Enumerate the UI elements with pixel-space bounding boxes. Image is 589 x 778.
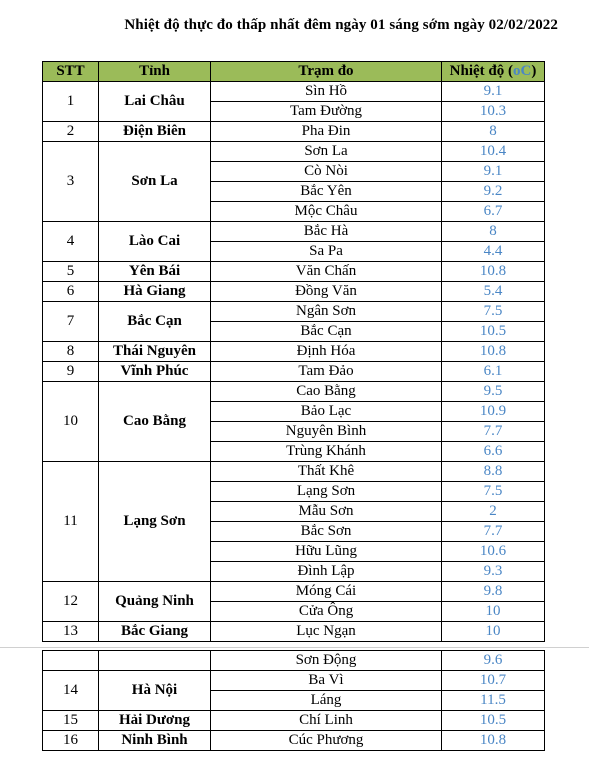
- temperature-cell: 9.1: [442, 162, 545, 182]
- temperature-table: [42, 61, 545, 642]
- station-cell: Sơn La: [211, 142, 442, 162]
- station-cell: Mẫu Sơn: [211, 502, 442, 522]
- table-row: [43, 731, 545, 751]
- province-cell: Lai Châu: [99, 82, 211, 122]
- station-cell: Đình Lập: [211, 562, 442, 582]
- temperature-cell: 10.4: [442, 142, 545, 162]
- table-row: [43, 82, 545, 102]
- stt-cell: 9: [43, 362, 99, 382]
- province-cell: Hà Nội: [99, 671, 211, 711]
- temperature-cell: 9.6: [442, 651, 545, 671]
- stt-cell: 2: [43, 122, 99, 142]
- station-cell: Hữu Lũng: [211, 542, 442, 562]
- station-cell: Pha Đin: [211, 122, 442, 142]
- table-row: [43, 342, 545, 362]
- temperature-cell: 10.5: [442, 711, 545, 731]
- province-cell: Cao Bằng: [99, 382, 211, 462]
- table-row: [43, 122, 545, 142]
- station-cell: Cửa Ông: [211, 602, 442, 622]
- station-cell: Trùng Khánh: [211, 442, 442, 462]
- stt-cell: 4: [43, 222, 99, 262]
- stt-cell: 14: [43, 671, 99, 711]
- stt-cell: 12: [43, 582, 99, 622]
- station-cell: Văn Chấn: [211, 262, 442, 282]
- header-station: Trạm đo: [211, 62, 442, 82]
- temperature-cell: 8: [442, 122, 545, 142]
- station-cell: Đồng Văn: [211, 282, 442, 302]
- temperature-cell: 9.3: [442, 562, 545, 582]
- temperature-cell: 10.3: [442, 102, 545, 122]
- temperature-cell: 4.4: [442, 242, 545, 262]
- station-cell: Bắc Sơn: [211, 522, 442, 542]
- table-row: [43, 671, 545, 691]
- temperature-cell: 6.6: [442, 442, 545, 462]
- table-row: [43, 302, 545, 322]
- header-temperature-unit: oC: [513, 63, 532, 79]
- stt-cell: 5: [43, 262, 99, 282]
- temperature-cell: 11.5: [442, 691, 545, 711]
- station-cell: Tam Đảo: [211, 362, 442, 382]
- station-cell: Láng: [211, 691, 442, 711]
- temperature-cell: 10.5: [442, 322, 545, 342]
- province-cell: Bắc Giang: [99, 622, 211, 642]
- temperature-cell: 7.5: [442, 302, 545, 322]
- temperature-cell: 9.5: [442, 382, 545, 402]
- header-temperature: [442, 62, 545, 82]
- province-cell: [99, 651, 211, 671]
- header-temperature-close: ): [531, 63, 537, 79]
- table-row: [43, 711, 545, 731]
- table-row: [43, 282, 545, 302]
- stt-cell: 3: [43, 142, 99, 222]
- stt-cell: 6: [43, 282, 99, 302]
- temperature-cell: 9.8: [442, 582, 545, 602]
- temperature-cell: 10.8: [442, 731, 545, 751]
- province-cell: Sơn La: [99, 142, 211, 222]
- province-cell: Hà Giang: [99, 282, 211, 302]
- temperature-cell: 7.7: [442, 522, 545, 542]
- station-cell: Tam Đường: [211, 102, 442, 122]
- page-title: Nhiệt độ thực đo thấp nhất đêm ngày 01 sáng sớm ngày 02/02/2022: [124, 17, 558, 33]
- table-row: [43, 582, 545, 602]
- temperature-cell: 2: [442, 502, 545, 522]
- stt-cell: [43, 651, 99, 671]
- temperature-cell: 10: [442, 602, 545, 622]
- stt-cell: 11: [43, 462, 99, 582]
- table-row: [43, 651, 545, 671]
- province-cell: Hải Dương: [99, 711, 211, 731]
- header-province: Tỉnh: [99, 62, 211, 82]
- header-temperature-label: Nhiệt độ (: [449, 63, 513, 79]
- temperature-cell: 10.9: [442, 402, 545, 422]
- station-cell: Cò Nòi: [211, 162, 442, 182]
- station-cell: Sìn Hồ: [211, 82, 442, 102]
- station-cell: Bắc Cạn: [211, 322, 442, 342]
- province-cell: Ninh Bình: [99, 731, 211, 751]
- province-cell: Lào Cai: [99, 222, 211, 262]
- province-cell: Bắc Cạn: [99, 302, 211, 342]
- station-cell: Cao Bằng: [211, 382, 442, 402]
- station-cell: Lạng Sơn: [211, 482, 442, 502]
- temperature-cell: 10.8: [442, 342, 545, 362]
- temperature-table-continued: [42, 650, 545, 751]
- province-cell: Quảng Ninh: [99, 582, 211, 622]
- temperature-cell: 7.7: [442, 422, 545, 442]
- table-row: [43, 262, 545, 282]
- station-cell: Bắc Yên: [211, 182, 442, 202]
- table-row: [43, 362, 545, 382]
- stt-cell: 10: [43, 382, 99, 462]
- station-cell: Định Hóa: [211, 342, 442, 362]
- temperature-cell: 8.8: [442, 462, 545, 482]
- station-cell: Móng Cái: [211, 582, 442, 602]
- station-cell: Sa Pa: [211, 242, 442, 262]
- temperature-cell: 10.7: [442, 671, 545, 691]
- stt-cell: 1: [43, 82, 99, 122]
- table-body: [43, 651, 545, 751]
- temperature-cell: 10: [442, 622, 545, 642]
- temperature-cell: 9.2: [442, 182, 545, 202]
- station-cell: Bảo Lạc: [211, 402, 442, 422]
- table-row: [43, 382, 545, 402]
- page-break-divider: [0, 647, 589, 648]
- temperature-cell: 10.8: [442, 262, 545, 282]
- temperature-cell: 6.1: [442, 362, 545, 382]
- station-cell: Lục Ngạn: [211, 622, 442, 642]
- stt-cell: 15: [43, 711, 99, 731]
- stt-cell: 13: [43, 622, 99, 642]
- station-cell: Mộc Châu: [211, 202, 442, 222]
- station-cell: Chí Linh: [211, 711, 442, 731]
- station-cell: Bắc Hà: [211, 222, 442, 242]
- station-cell: Thất Khê: [211, 462, 442, 482]
- station-cell: Cúc Phương: [211, 731, 442, 751]
- header-stt: STT: [43, 62, 99, 82]
- province-cell: Điện Biên: [99, 122, 211, 142]
- temperature-cell: 8: [442, 222, 545, 242]
- table-header-row: [43, 62, 545, 82]
- temperature-cell: 6.7: [442, 202, 545, 222]
- station-cell: Ngân Sơn: [211, 302, 442, 322]
- stt-cell: 8: [43, 342, 99, 362]
- temperature-cell: 7.5: [442, 482, 545, 502]
- table-row: [43, 142, 545, 162]
- province-cell: Thái Nguyên: [99, 342, 211, 362]
- temperature-cell: 9.1: [442, 82, 545, 102]
- temperature-cell: 5.4: [442, 282, 545, 302]
- province-cell: Lạng Sơn: [99, 462, 211, 582]
- station-cell: Sơn Động: [211, 651, 442, 671]
- station-cell: Nguyên Bình: [211, 422, 442, 442]
- province-cell: Vĩnh Phúc: [99, 362, 211, 382]
- temperature-cell: 10.6: [442, 542, 545, 562]
- table-row: [43, 622, 545, 642]
- table-body: [43, 82, 545, 642]
- table-row: [43, 462, 545, 482]
- table-row: [43, 222, 545, 242]
- stt-cell: 16: [43, 731, 99, 751]
- stt-cell: 7: [43, 302, 99, 342]
- station-cell: Ba Vì: [211, 671, 442, 691]
- province-cell: Yên Bái: [99, 262, 211, 282]
